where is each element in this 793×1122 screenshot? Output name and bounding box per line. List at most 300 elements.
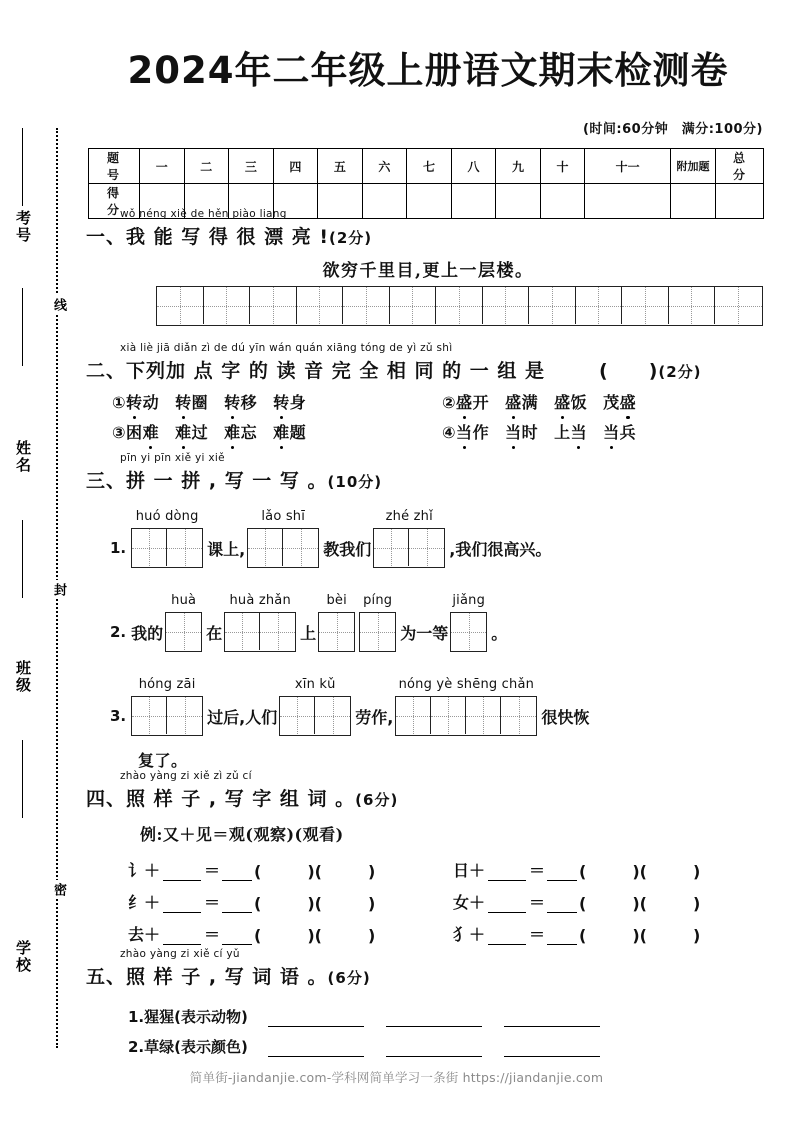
tianzige-cell[interactable] [132,697,167,734]
sentence-text: ,我们很高兴。 [449,539,552,559]
seal-char-feng: 封 [49,580,68,599]
tianzige-cell[interactable] [225,613,260,650]
answer-blank[interactable] [386,1042,482,1057]
tianzige-cell[interactable] [374,529,409,566]
tianzige-cell[interactable] [204,287,251,324]
left-paren: ( [579,862,587,881]
option-word [456,393,489,412]
word-blank-1[interactable] [254,894,315,913]
word-char: 忘 [240,423,258,442]
pinyin-label: huó dòng [135,509,199,524]
seal-char-mi: 密 [49,880,68,899]
pinyin-label: xīn kǔ [294,677,336,692]
score-col-total: 总 分 [716,149,764,184]
dotted-char: 转 [126,390,143,413]
score-col-10: 十 [540,149,585,184]
radical-char: 犭 [453,925,470,944]
answer-blank[interactable] [504,1042,600,1057]
tianzige-cell[interactable] [466,697,501,734]
sentence-text: 过后,人们 [207,707,278,727]
result-char-blank[interactable] [222,865,252,881]
pinyin-answer-slot[interactable] [165,593,202,652]
pinyin-answer-slot[interactable] [450,593,487,652]
sentence-text: 教我们 [323,539,372,559]
sentence-text: 为一等 [400,623,449,643]
option-word [603,423,636,442]
word-char: 兵 [619,423,637,442]
tianzige-grid[interactable] [395,696,537,736]
answer-blank[interactable] [504,1012,600,1027]
question-2-heading [86,342,702,383]
tianzige-cell[interactable] [283,529,318,566]
tianzige-cell[interactable] [167,529,202,566]
tianzige-grid[interactable] [450,612,487,652]
question-3 [86,452,383,493]
pinyin-label: píng [363,593,393,608]
option-marker: ② [442,393,457,412]
tianzige-cell[interactable] [248,529,283,566]
margin-label-xuexiao: 学校 [14,940,32,974]
score-cell-6[interactable] [362,184,407,219]
right-paren: ) [632,862,640,881]
question-4-answer-grid[interactable] [128,858,778,954]
left-paren: ( [314,894,322,913]
seal-char-xian: 线 [49,295,68,314]
word-blank-1[interactable] [579,894,640,913]
option-word [554,423,587,442]
word-blank-1[interactable] [254,926,315,945]
question-1-copy-text: 欲穷千里目,更上一层楼。 [322,261,534,281]
dotted-char: 转 [175,390,192,413]
score-col-5: 五 [318,149,363,184]
pinyin-answer-slot[interactable] [279,677,351,736]
margin-rule-4 [22,740,23,818]
component-blank[interactable] [163,929,201,945]
word-char: 圈 [191,393,209,412]
pinyin-answer-slot[interactable] [318,593,355,652]
score-col-7: 七 [407,149,452,184]
question-4-item[interactable] [453,922,778,945]
score-col-9: 九 [496,149,541,184]
question-3-continuation: 复了。 [138,751,188,770]
score-cell-8[interactable] [451,184,496,219]
question-2-answer-blank[interactable]: ( ) [599,360,659,382]
tianzige-cell[interactable] [319,613,354,650]
left-paren: ( [254,926,262,945]
tianzige-cell[interactable] [431,697,466,734]
pinyin-answer-slot[interactable] [359,593,396,652]
tianzige-cell[interactable] [360,613,395,650]
question-2-title: 下列加 点 字 的 读 音 完 全 相 同 的 一 组 是 [126,360,546,382]
question-5-title: 照 样 子 , 写 词 语 。 [126,966,328,988]
answer-blank[interactable] [386,1012,482,1027]
question-2 [86,342,702,383]
left-paren: ( [254,894,262,913]
left-paren: ( [639,894,647,913]
exam-meta: (时间:60分钟 满分:100分) [582,122,763,137]
equals-sign: ＝ [204,861,221,880]
word-char: 上 [554,423,571,442]
tianzige-cell[interactable] [166,613,201,650]
result-char-blank[interactable] [222,897,252,913]
equals-sign: ＝ [529,861,546,880]
dotted-char: 难 [175,420,192,443]
score-table-header-row [89,149,764,184]
question-1 [86,208,373,249]
option-word [554,393,587,412]
score-col-bonus: 附加题 [671,149,716,184]
question-4 [86,770,399,811]
dotted-char: 盛 [554,390,571,413]
component-blank[interactable] [488,865,526,881]
word-char: 身 [289,393,307,412]
result-char-blank[interactable] [547,865,577,881]
tianzige-cell[interactable] [390,287,437,324]
sentence-text: 很快恢 [541,707,590,727]
component-blank[interactable] [163,897,201,913]
right-paren: ) [692,894,701,913]
question-2-option[interactable] [442,390,636,413]
right-paren: ) [367,862,376,881]
question-4-pinyin: zhào yàng zi xiě zì zǔ cí [120,770,252,782]
option-word [126,393,159,412]
radical-char: 纟 [128,893,145,912]
question-3-item-3[interactable] [110,677,590,736]
question-1-writing-grid[interactable] [156,286,763,326]
pinyin-answer-slot[interactable] [247,509,319,568]
question-3-points: (10分) [327,473,383,491]
question-4-row [128,858,778,881]
question-3-item-2[interactable] [110,593,508,652]
option-word [126,423,159,442]
margin-rule-1 [22,128,23,206]
question-3-heading [86,452,383,493]
tianzige-cell[interactable] [297,287,344,324]
right-paren: ) [692,926,701,945]
tianzige-grid[interactable] [247,528,319,568]
option-word [273,393,306,412]
question-4-row [128,890,778,913]
option-word [505,423,538,442]
option-marker: ④ [442,423,457,442]
dotted-char: 难 [143,420,160,443]
margin-label-banji: 班级 [14,660,32,694]
right-paren: ) [692,862,701,881]
tianzige-grid[interactable] [131,528,203,568]
tianzige-grid[interactable] [279,696,351,736]
question-4-heading [86,770,399,811]
item-number: 3. [110,707,127,725]
seal-margin [0,0,78,1122]
question-5-prompt: 2.草绿(表示颜色) [128,1038,248,1056]
tianzige-grid[interactable] [165,612,202,652]
sentence-text: 在 [206,623,223,643]
tianzige-cell[interactable] [409,529,444,566]
page-title: 2024年二年级上册语文期末检测卷 [127,49,729,92]
question-5-points: (6分) [327,969,371,987]
question-5-prompt: 1.猩猩(表示动物) [128,1008,248,1026]
dotted-char: 难 [273,420,290,443]
question-5-item-2[interactable] [128,1036,622,1057]
plus-sign: ＋ [469,893,486,912]
tianzige-cell[interactable] [343,287,390,324]
page-footer: 简单街-jiandanjie.com-学科网简单学习一条街 https://jiandanjie.com [189,1070,604,1085]
tianzige-cell[interactable] [622,287,669,324]
plus-sign: ＋ [144,861,161,880]
plus-sign: ＋ [469,925,486,944]
pinyin-label: lǎo shī [261,509,306,524]
score-cell-5[interactable] [318,184,363,219]
dotted-char: 转 [273,390,290,413]
left-paren: ( [579,894,587,913]
question-2-option[interactable] [112,420,442,443]
tianzige-cell[interactable] [396,697,431,734]
component-blank[interactable] [488,897,526,913]
question-4-example: 例:又＋见＝观(观察)(观看) [140,825,344,844]
dotted-char: 当 [456,420,473,443]
dotted-char: 当 [505,420,522,443]
pinyin-answer-slot[interactable] [395,677,537,736]
result-char-blank[interactable] [222,929,252,945]
question-5-heading [86,948,371,989]
equals-sign: ＝ [204,893,221,912]
pinyin-label: nóng yè shēng chǎn [398,677,535,692]
radical-char: 去 [128,925,145,944]
question-2-options[interactable] [112,390,772,450]
question-3-item-1[interactable] [110,509,552,568]
option-word [273,423,306,442]
tianzige-cell[interactable] [315,697,350,734]
question-4-title: 照 样 子 , 写 字 组 词 。 [126,788,356,810]
radical-char: 日 [453,861,470,880]
dotted-char: 难 [224,420,241,443]
pinyin-label: huà [171,593,197,608]
question-4-number: 四、 [86,788,127,810]
question-5 [86,948,371,989]
left-paren: ( [579,926,587,945]
score-cell-9[interactable] [496,184,541,219]
word-char: 开 [472,393,490,412]
sentence-text: 我的 [131,623,164,643]
score-col-8: 八 [451,149,496,184]
tianzige-cell[interactable] [250,287,297,324]
tianzige-cell[interactable] [280,697,315,734]
equals-sign: ＝ [529,925,546,944]
word-char: 时 [521,423,539,442]
score-cell-10[interactable] [540,184,585,219]
pinyin-answer-slot[interactable] [224,593,296,652]
score-table-row-label-score: 得 分 [89,184,140,219]
question-1-title: 我 能 写 得 很 漂 亮 ! [126,226,329,248]
option-word [603,393,636,412]
pinyin-answer-slot[interactable] [131,509,203,568]
question-4-item[interactable] [128,922,453,945]
right-paren: ) [367,926,376,945]
tianzige-grid[interactable] [318,612,355,652]
pinyin-label: hóng zāi [138,677,196,692]
sentence-text: 劳作, [355,707,394,727]
word-char: 作 [472,423,490,442]
pinyin-label: jiǎng [452,593,486,608]
tianzige-grid[interactable] [224,612,296,652]
word-char: 困 [126,423,143,442]
word-blank-2[interactable] [640,862,701,881]
tianzige-cell[interactable] [132,529,167,566]
left-paren: ( [314,862,322,881]
tianzige-grid[interactable] [359,612,396,652]
equals-sign: ＝ [529,893,546,912]
margin-rule-3 [22,520,23,598]
dotted-char: 盛 [620,390,637,413]
tianzige-cell[interactable] [715,287,762,324]
margin-rule-2 [22,288,23,366]
question-1-pinyin: wǒ néng xiě de hěn piào liang [120,208,287,220]
sentence-text: 课上, [207,539,246,559]
right-paren: ) [307,862,315,881]
option-word [505,393,538,412]
right-paren: ) [632,894,640,913]
option-word [456,423,489,442]
score-col-3: 三 [229,149,274,184]
question-2-number: 二、 [86,360,127,382]
tianzige-cell[interactable] [529,287,576,324]
question-5-number: 五、 [86,966,127,988]
tianzige-grid[interactable] [131,696,203,736]
answer-blank[interactable] [268,1012,364,1027]
score-cell-7[interactable] [407,184,452,219]
item-number: 1. [110,539,127,557]
question-4-item[interactable] [128,858,453,881]
tianzige-cell[interactable] [436,287,483,324]
component-blank[interactable] [163,865,201,881]
word-char: 动 [142,393,160,412]
word-blank-1[interactable] [579,862,640,881]
score-cell-total[interactable] [716,184,764,219]
question-4-item[interactable] [453,890,778,913]
question-5-item-1[interactable] [128,1006,622,1027]
question-4-item[interactable] [453,858,778,881]
item-number: 2. [110,623,127,641]
tianzige-row[interactable] [156,286,763,326]
question-4-row [128,922,778,945]
word-blank-1[interactable] [579,926,640,945]
option-word [224,393,257,412]
dotted-char: 转 [224,390,241,413]
left-paren: ( [639,926,647,945]
tianzige-cell[interactable] [167,697,202,734]
word-blank-2[interactable] [315,862,376,881]
question-1-number: 一、 [86,226,127,248]
option-word [175,393,208,412]
word-char: 茂 [603,393,620,412]
right-paren: ) [632,926,640,945]
word-blank-2[interactable] [315,894,376,913]
score-cell-11[interactable] [585,184,671,219]
word-blank-2[interactable] [315,926,376,945]
margin-label-kaohao: 考号 [14,210,32,244]
left-paren: ( [314,926,322,945]
radical-char: 讠 [128,861,145,880]
left-paren: ( [254,862,262,881]
dotted-char: 当 [603,420,620,443]
left-paren: ( [639,862,647,881]
question-3-title: 拼 一 拼 , 写 一 写 。 [126,470,328,492]
plus-sign: ＋ [469,861,486,880]
dotted-char: 当 [571,420,588,443]
score-col-6: 六 [362,149,407,184]
tianzige-cell[interactable] [669,287,716,324]
word-char: 题 [289,423,307,442]
question-2-option-row [112,390,772,413]
word-char: 满 [521,393,539,412]
tianzige-cell[interactable] [451,613,486,650]
word-char: 饭 [570,393,588,412]
plus-sign: ＋ [144,925,161,944]
score-col-1: 一 [140,149,185,184]
right-paren: ) [307,894,315,913]
component-blank[interactable] [488,929,526,945]
right-paren: ) [307,926,315,945]
pinyin-label: zhé zhǐ [385,509,433,524]
score-table-row-label-question: 题 号 [89,149,140,184]
plus-sign: ＋ [144,893,161,912]
score-cell-bonus[interactable] [671,184,716,219]
question-2-pinyin: xià liè jiā diǎn zì de dú yīn wán quán xiāng tóng de yì zǔ shì [120,342,453,354]
dotted-char: 盛 [505,390,522,413]
question-4-item[interactable] [128,890,453,913]
word-char: 过 [191,423,209,442]
word-blank-2[interactable] [640,926,701,945]
question-4-points: (6分) [355,791,399,809]
tianzige-cell[interactable] [576,287,623,324]
sentence-text: 上 [300,623,317,643]
result-char-blank[interactable] [547,929,577,945]
result-char-blank[interactable] [547,897,577,913]
option-marker: ③ [112,423,127,442]
sentence-text: 。 [491,623,508,643]
pinyin-label: huà zhǎn [229,593,291,608]
score-col-11: 十一 [585,149,671,184]
pinyin-answer-slot[interactable] [131,677,203,736]
question-1-heading [86,208,373,249]
tianzige-cell[interactable] [483,287,530,324]
margin-label-xingming: 姓名 [14,440,32,474]
word-blank-2[interactable] [640,894,701,913]
tianzige-cell[interactable] [260,613,295,650]
pinyin-answer-slot[interactable] [373,509,445,568]
tianzige-cell[interactable] [501,697,536,734]
equals-sign: ＝ [204,925,221,944]
question-3-number: 三、 [86,470,127,492]
pinyin-label: bèi [326,593,347,608]
tianzige-cell[interactable] [157,287,204,324]
question-1-points: (2分) [328,229,373,247]
option-word [224,423,257,442]
question-2-points: (2分) [658,363,702,381]
score-col-2: 二 [184,149,229,184]
right-paren: ) [367,894,376,913]
answer-blank[interactable] [268,1042,364,1057]
radical-char: 女 [453,893,470,912]
tianzige-grid[interactable] [373,528,445,568]
question-2-option[interactable] [112,390,442,413]
question-2-option[interactable] [442,420,636,443]
dotted-char: 盛 [456,390,473,413]
word-blank-1[interactable] [254,862,315,881]
option-word [175,423,208,442]
option-marker: ① [112,393,127,412]
word-char: 移 [240,393,258,412]
